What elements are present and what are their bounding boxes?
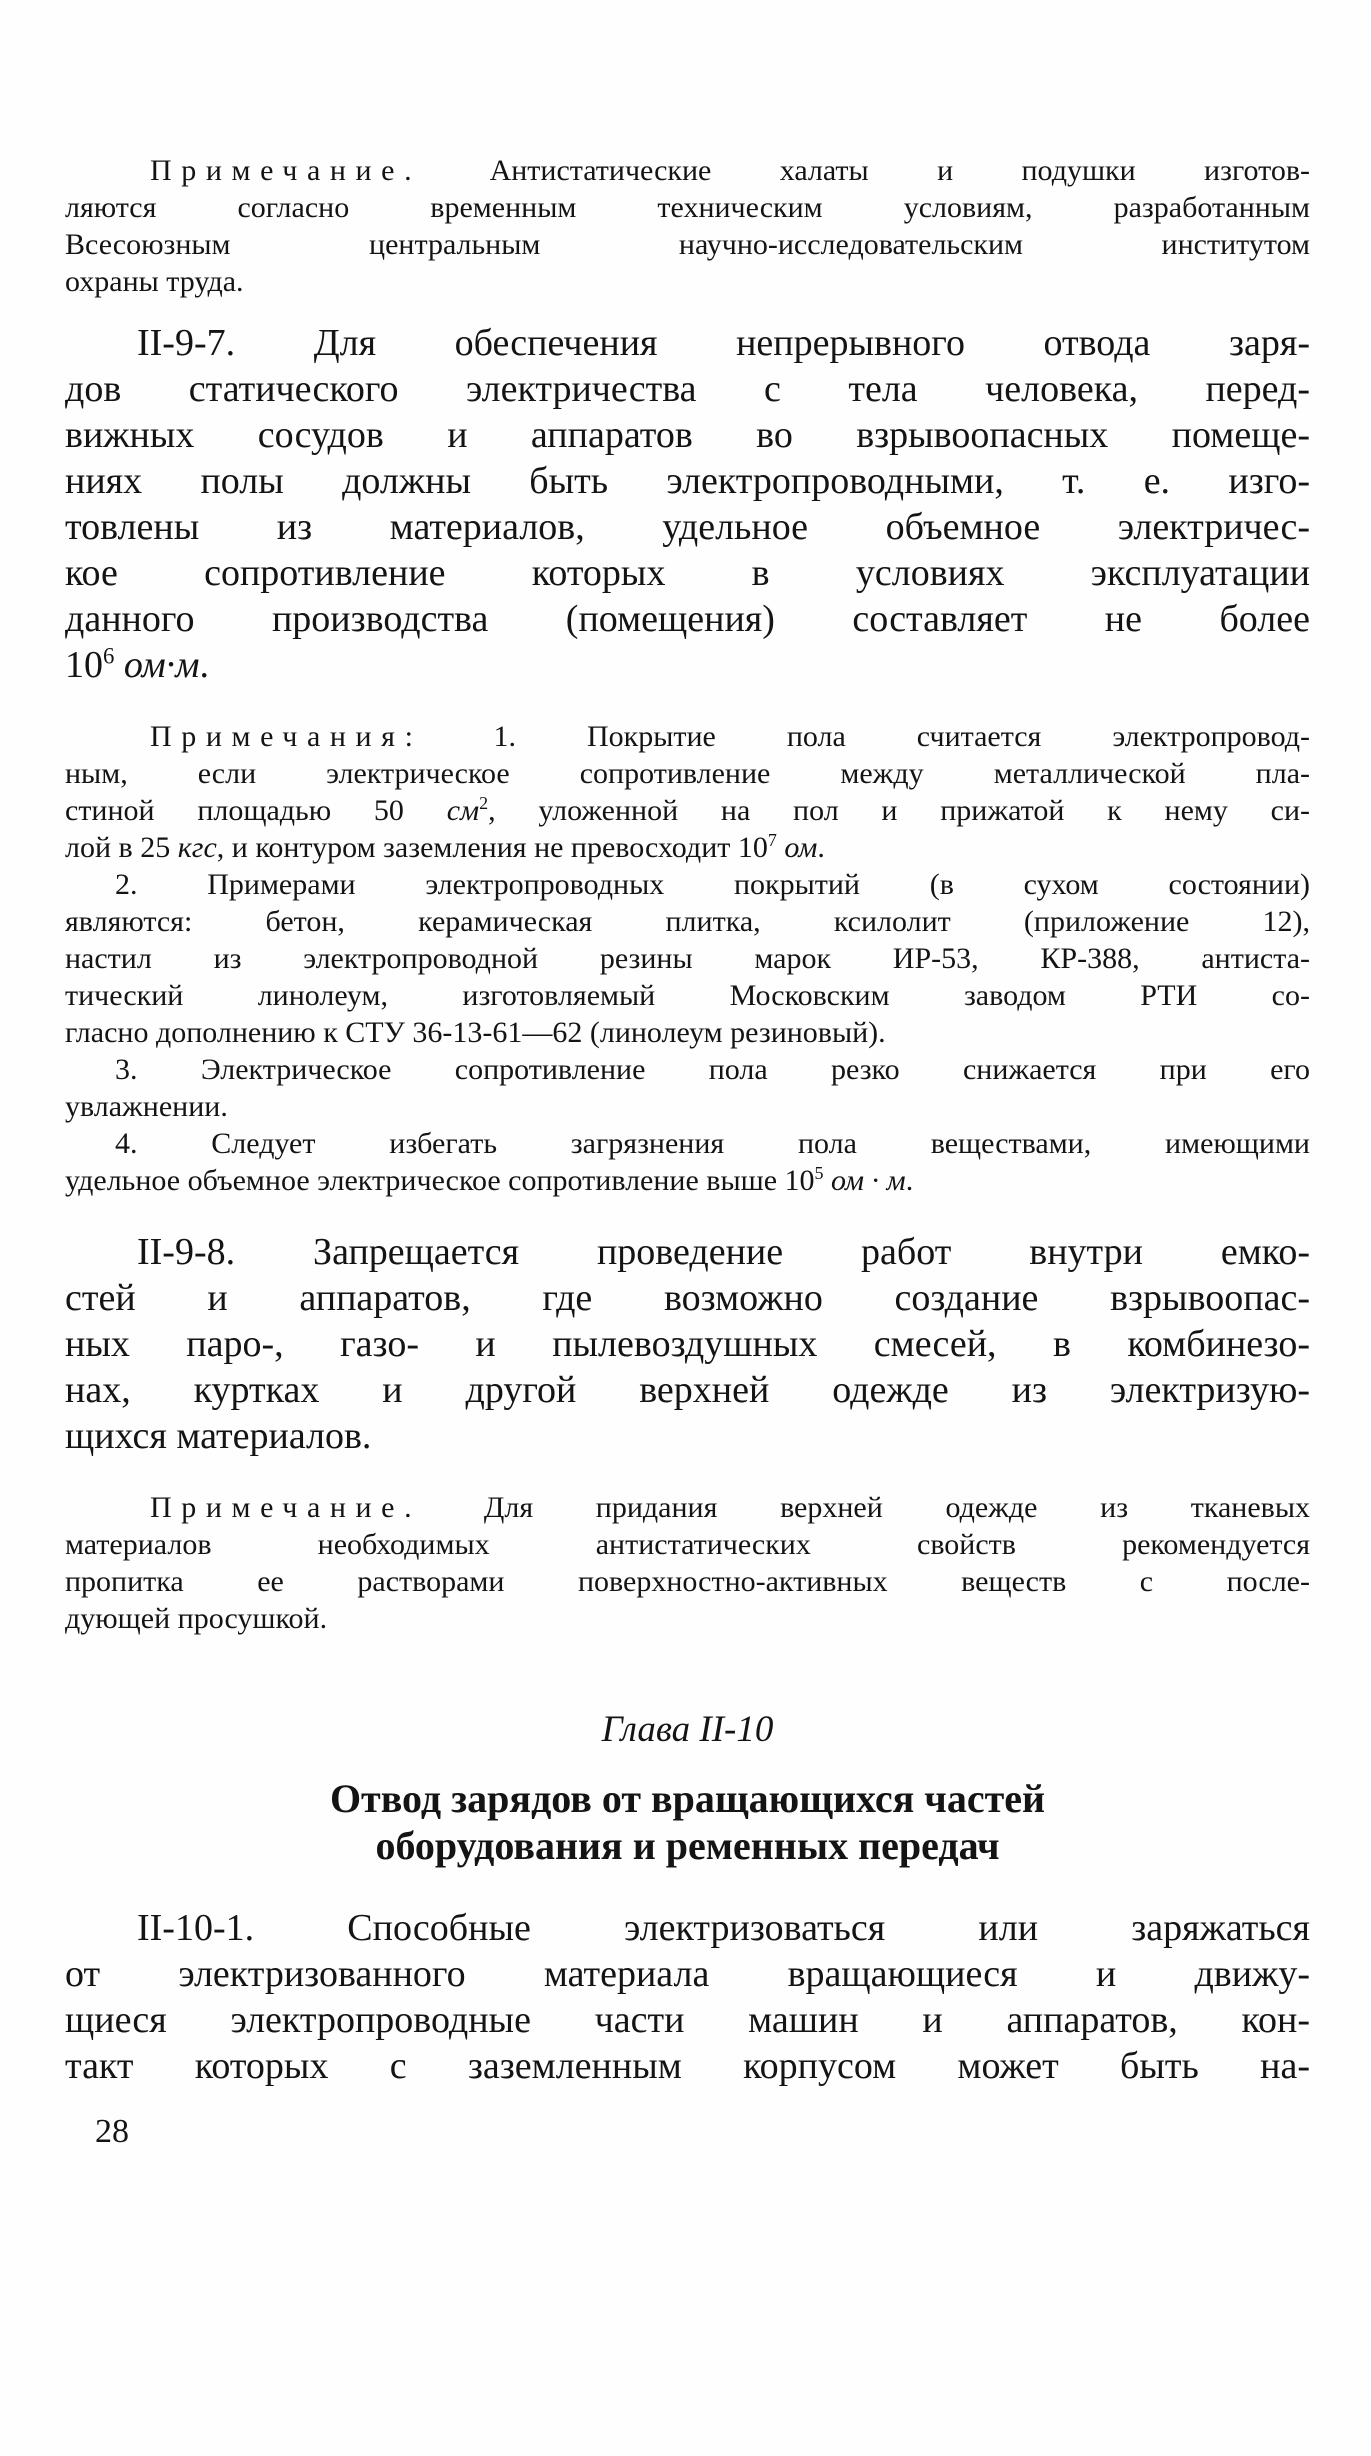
text-line: II-9-7. Для обеспечения непрерывного отвода заря- [137, 322, 1310, 364]
text-line: охраны труда. [65, 265, 244, 298]
chapter-kicker: Глава II-10 [601, 1709, 774, 1750]
text-line: от электризованного материала вращающиеся и движу- [65, 1953, 1310, 1995]
para-ii-9-8 [65, 1229, 1310, 1459]
text-line: такт которых с заземленным корпусом может быть на- [65, 2045, 1310, 2087]
text-line: стей и аппаратов, где возможно создание взрывоопас- [65, 1277, 1310, 1319]
text-line: тический линолеум, изготовляемый Московским заводом РТИ со- [65, 979, 1310, 1012]
text-line: ных паро-, газо- и пылевоздушных смесей, в комбинезо- [65, 1323, 1310, 1365]
note-ii-9-8 [65, 1489, 1310, 1637]
page-number: 28 [95, 2113, 129, 2150]
text-line: материалов необходимых антистатических свойств рекомендуется [65, 1528, 1310, 1561]
text-line: щиеся электропроводные части машин и аппаратов, кон- [65, 1999, 1310, 2041]
para-ii-10-1 [65, 1905, 1310, 2089]
text-line: дов статического электричества с тела человека, перед- [65, 368, 1310, 410]
para-ii-9-7 [65, 320, 1310, 688]
text-line: 3. Электрическое сопротивление пола резко снижается при его [115, 1053, 1310, 1086]
text-line: удельное объемное электрическое сопротивление выше $10^5$ ом · м. [65, 1163, 914, 1197]
text-line: Примечание. Антистатические халаты и подушки изготов- [150, 154, 1310, 187]
text-line: $10^6$ ом·м. [65, 643, 209, 686]
text-line: Примечания: 1. Покрытие пола считается электропровод- [150, 720, 1310, 753]
text-line: Отвод зарядов от вращающихся частей [329, 1776, 1046, 1821]
text-line: настил из электропроводной резины марок ИР-53, КР-388, антиста- [65, 942, 1310, 975]
text-line: 2. Примерами электропроводных покрытий (в сухом состоянии) [115, 868, 1310, 901]
text-line: ляются согласно временным техническим условиям, разработанным [65, 191, 1310, 224]
note-item-2 [65, 866, 1310, 1051]
text-line: II-10-1. Способные электризоваться или заряжаться [137, 1907, 1310, 1949]
chapter-title [65, 1775, 1310, 1869]
text-line: данного производства (помещения) составляет не более [65, 598, 1310, 640]
text-line: увлажнении. [65, 1090, 228, 1123]
text-line: 4. Следует избегать загрязнения пола веществами, имеющими [115, 1127, 1310, 1160]
text-line: щихся материалов. [65, 1415, 372, 1457]
text-line: стиной площадью 50 $см^2$, уложенной на пол и прижатой к нему си- [65, 793, 1310, 827]
text-line: ным, если электрическое сопротивление между металлической пла- [65, 757, 1310, 790]
text-line: гласно дополнению к СТУ 36-13-61—62 (линолеум резиновый). [65, 1016, 886, 1049]
text-line: пропитка ее растворами поверхностно-активных веществ с после- [65, 1565, 1310, 1598]
top-note [65, 152, 1310, 300]
note-item-3 [65, 1051, 1310, 1125]
note-item-4 [65, 1125, 1310, 1199]
text-line: оборудования и ременных передач [375, 1823, 1000, 1868]
text-line: являются: бетон, керамическая плитка, ксилолит (приложение 12), [65, 905, 1310, 938]
text-line: Всесоюзным центральным научно-исследовательским институтом [65, 228, 1310, 261]
text-line: товлены из материалов, удельное объемное электричес- [65, 506, 1310, 548]
notes-list [65, 718, 1310, 1199]
text-line: II-9-8. Запрещается проведение работ внутри емко- [137, 1231, 1310, 1273]
text-line: лой в 25 кгс, и контуром заземления не превосходит $10^7$ ом. [65, 830, 825, 864]
text-line: кое сопротивление которых в условиях эксплуатации [65, 552, 1310, 594]
text-line: дующей просушкой. [65, 1602, 328, 1635]
text-line: Примечание. Для придания верхней одежде из тканевых [150, 1491, 1310, 1524]
note-item-1 [65, 718, 1310, 866]
text-line: ниях полы должны быть электропроводными, т. е. изго- [65, 460, 1310, 502]
text-line: нах, куртках и другой верхней одежде из электризую- [65, 1369, 1310, 1411]
text-line: вижных сосудов и аппаратов во взрывоопасных помеще- [65, 414, 1310, 456]
page [0, 152, 1371, 2153]
